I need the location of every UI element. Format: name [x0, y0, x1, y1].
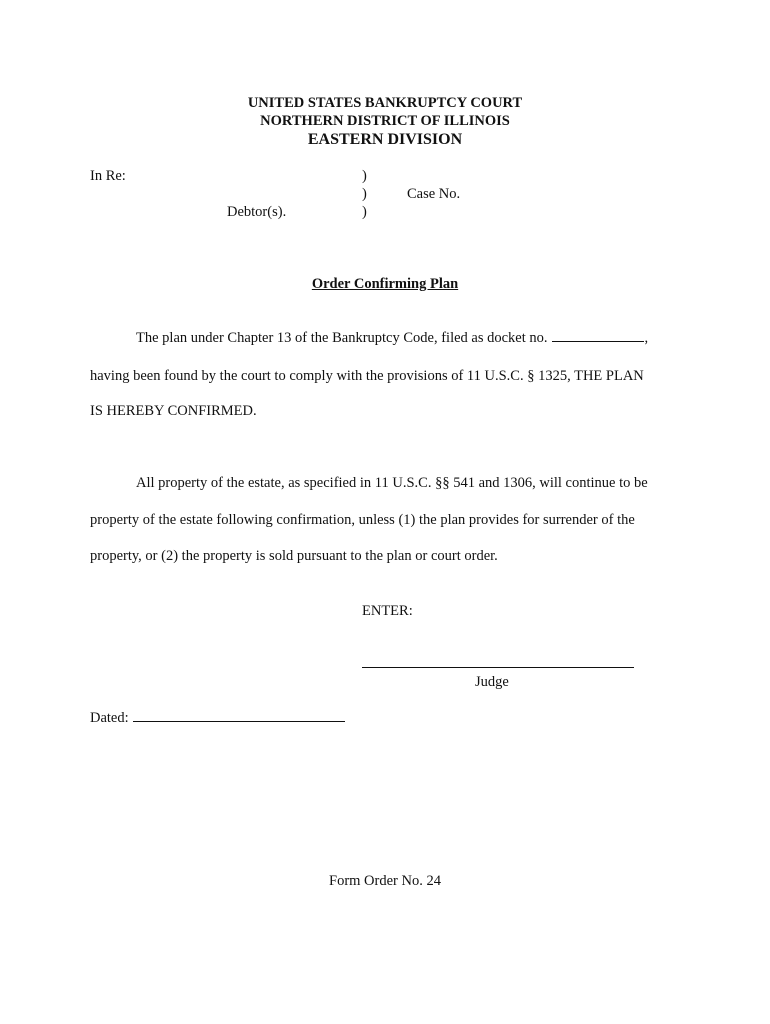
case-number-label: Case No.: [407, 186, 461, 202]
paragraph1-line1-comma: ,: [644, 330, 649, 346]
paragraph2-line2: property of the estate following confirmation, unless (1) the plan provides for surrender of the: [90, 512, 635, 528]
debtors-label: Debtor(s).: [227, 204, 287, 220]
paragraph2-line3: property, or (2) the property is sold pursuant to the plan or court order.: [90, 548, 498, 564]
caption-paren-3: ): [362, 204, 367, 220]
paragraph1-line1-text: The plan under Chapter 13 of the Bankruptcy Code, filed as docket no.: [136, 330, 548, 346]
docket-number-blank[interactable]: [552, 340, 644, 342]
date-blank[interactable]: [133, 720, 345, 722]
enter-label: ENTER:: [362, 603, 413, 619]
form-order-number: Form Order No. 24: [329, 873, 441, 889]
court-name: UNITED STATES BANKRUPTCY COURT: [247, 95, 523, 111]
caption-paren-2: ): [362, 186, 367, 202]
paragraph1-line1: [136, 330, 648, 347]
caption-paren-1: ): [362, 168, 367, 184]
dated-row: [90, 710, 346, 727]
judge-signature-line[interactable]: [362, 667, 634, 668]
in-re-label: In Re:: [90, 168, 126, 184]
division-name: EASTERN DIVISION: [307, 131, 463, 148]
dated-label: Dated:: [90, 710, 129, 726]
order-title: Order Confirming Plan: [311, 276, 459, 292]
paragraph2-line1: All property of the estate, as specified in 11 U.S.C. §§ 541 and 1306, will continue to be: [136, 475, 648, 491]
paragraph1-line2: having been found by the court to comply with the provisions of 11 U.S.C. § 1325, THE PLAN: [90, 368, 644, 384]
judge-label: Judge: [475, 674, 509, 690]
district-name: NORTHERN DISTRICT OF ILLINOIS: [260, 113, 510, 129]
paragraph1-line3: IS HEREBY CONFIRMED.: [90, 403, 257, 419]
